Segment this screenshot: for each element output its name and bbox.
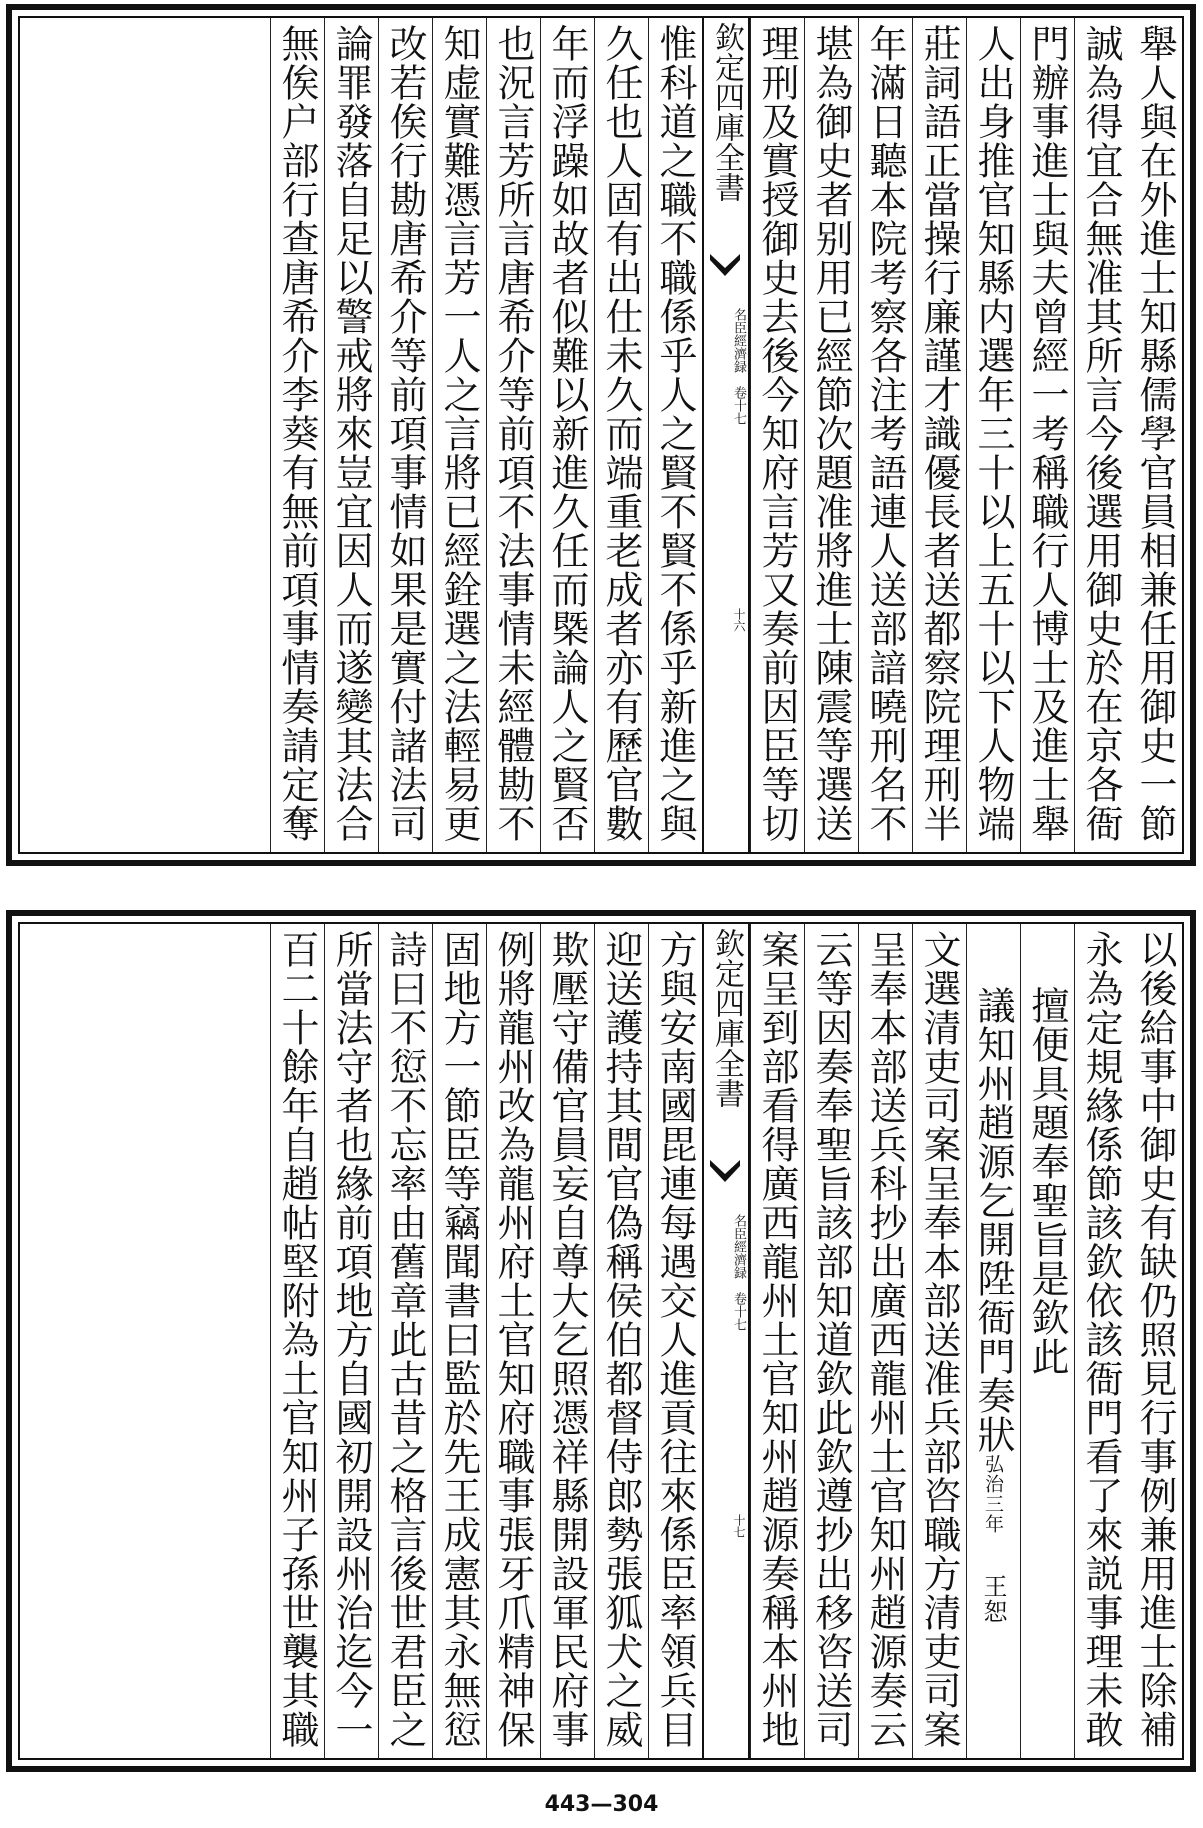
top-columns [20,18,1182,852]
text-column: 堪為御史者别用已經節次題准將進士陳震等選送 [804,18,858,852]
text-column: 人出身推官知縣内選年三十以上五十以下人物端 [966,18,1020,852]
heading-author: 王恕 [979,1574,1007,1624]
text-column: 永為定規緣係節該欽依該衙門看了來説事理未敢 [1074,924,1128,1758]
heading-date-note: 弘治三年 [982,1454,1004,1534]
memorial-heading: 議知州趙源乞開陞衙門奏狀 [971,986,1015,1454]
text-column: 年滿日聽本院考察各注考語連人送部諳曉刑名不 [858,18,912,852]
page-number: 十七 [732,1514,746,1538]
text-column: 文選清吏司案呈奉本部送准兵部咨職方清吏司案 [912,924,966,1758]
page-number: 十六 [732,608,746,632]
text-column: 莊詞語正當操行廉謹才識優長者送都察院理刑半 [912,18,966,852]
bottom-page [6,910,1196,1772]
text-column: 擅便具題奉聖旨是欽此 [1020,924,1074,1758]
center-fold [702,18,750,852]
text-column: 欺壓守備官員妄自尊大乞照憑祥縣開設軍民府事 [540,924,594,1758]
text-column: 詩曰不愆不忘率由舊章此古昔之格言後世君臣之 [378,924,432,1758]
fishtail-mark-icon [710,1160,740,1192]
text-column: 固地方一節臣等竊聞書曰監於先王成憲其永無愆 [432,924,486,1758]
bottom-page-frame [18,922,1184,1760]
text-column: 知虚實難憑言芳一人之言將已經銓選之法輕易更 [432,18,486,852]
text-column: 所當法守者也緣前項地方自國初開設州治迄今一 [324,924,378,1758]
text-column: 無俟户部行查唐希介李葵有無前項事情奏請定奪 [270,18,324,852]
text-column: 呈奉本部送兵科抄出廣西龍州土官知州趙源奏云 [858,924,912,1758]
page-footer-number: 443—304 [544,1792,659,1817]
text-column: 迎送護持其間官偽稱侯伯都督侍郎勢張狐犬之威 [594,924,648,1758]
text-column: 惟科道之職不職係乎人之賢不賢不係乎新進之與 [648,18,702,852]
volume-label: 名臣經濟録 卷十七 [731,308,746,425]
text-column: 例將龍州改為龍州府土官知府職事張牙爪精神保 [486,924,540,1758]
top-page-frame [18,16,1184,854]
bottom-columns [20,924,1182,1758]
text-column: 門辦事進士與夫曾經一考稱職行人博士及進士舉 [1020,18,1074,852]
text-column: 久任也人固有出仕未久而端重老成者亦有歷官數 [594,18,648,852]
text-column: 論罪發落自足以警戒將來豈宜因人而遂變其法合 [324,18,378,852]
top-page [6,4,1196,866]
center-fold [702,924,750,1758]
text-column: 也況言芳所言唐希介等前項不法事情未經體勘不 [486,18,540,852]
text-column: 云等因奏奉聖旨該部知道欽此欽遵抄出移咨送司 [804,924,858,1758]
text-column: 改若俟行勘唐希介等前項事情如果是實付諸法司 [378,18,432,852]
text-column: 百二十餘年自趙帖堅附為土官知州子孫世襲其職 [270,924,324,1758]
fishtail-mark-icon [710,254,740,286]
text-column: 案呈到部看得廣西龍州土官知州趙源奏稱本州地 [750,924,804,1758]
text-column: 方與安南國毘連每遇交人進貢往來係臣率領兵目 [648,924,702,1758]
text-column: 理刑及實授御史去後今知府言芳又奏前因臣等切 [750,18,804,852]
memorial-heading-column [966,924,1020,1758]
text-column: 年而浮躁如故者似難以新進久任而槩論人之賢否 [540,18,594,852]
text-column: 誠為得宜合無准其所言今後選用御史於在京各衙 [1074,18,1128,852]
text-column: 以後給事中御史有缺仍照見行事例兼用進士除補 [1133,930,1177,1749]
book-title: 欽定四庫全書 [709,22,744,202]
book-title: 欽定四庫全書 [709,928,744,1108]
text-column: 舉人與在外進士知縣儒學官員相兼任用御史一節 [1133,24,1177,843]
volume-label: 名臣經濟録 卷十七 [731,1214,746,1331]
